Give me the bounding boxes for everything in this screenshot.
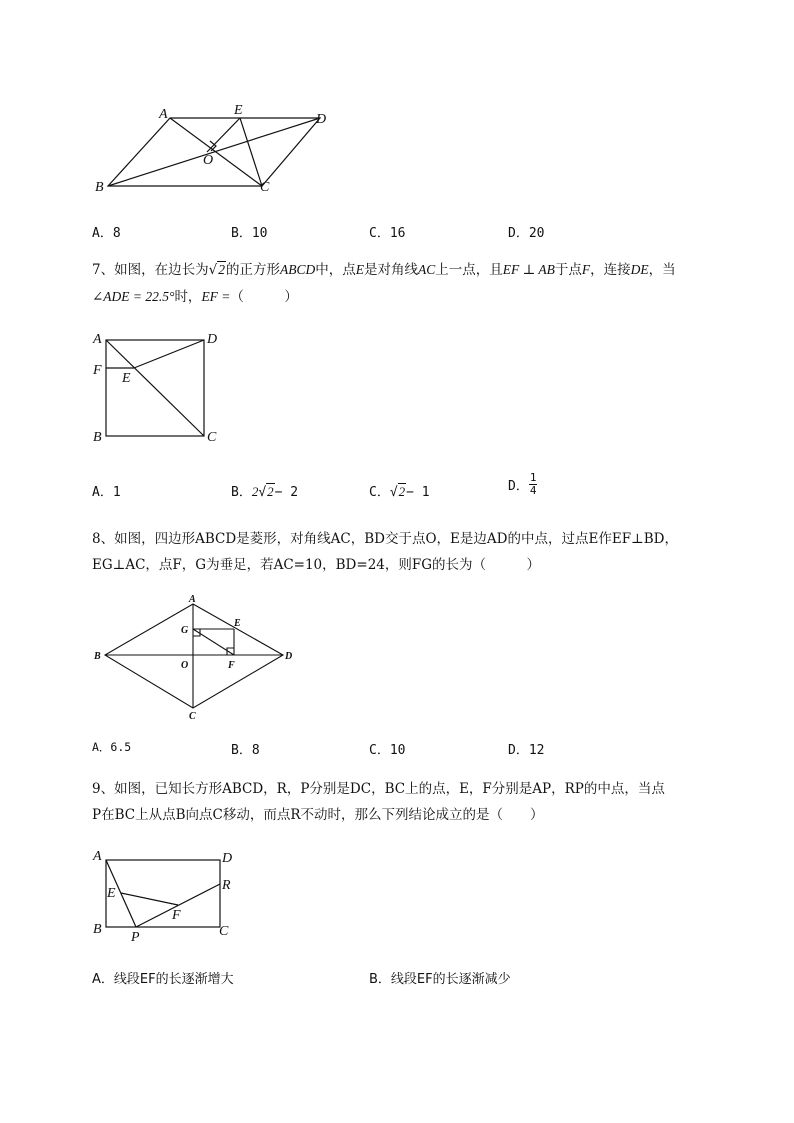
q8-stem-line2: EG⊥AC，点F，G为垂足，若AC=10，BD=24，则FG的长为（ ）: [92, 557, 541, 573]
q7-option-d-denominator: 4: [529, 484, 537, 497]
q9-segment-ef: [121, 893, 178, 905]
q7-option-c-radicand: 2: [398, 484, 406, 499]
q7-answer-blank: （ ）: [230, 289, 298, 305]
q7-option-c-sqrt-symbol: √: [389, 485, 398, 500]
q8-rhombus-diagram: [88, 592, 308, 722]
q8-label-f: F: [228, 660, 235, 671]
q6-option-c: C．16: [369, 226, 406, 241]
q8-label-g: G: [181, 625, 189, 636]
q7-text: ，当: [648, 262, 676, 278]
q9-stem-line2: P在BC上从点B向点C移动，而点R不动时，那么下列结论成立的是（ ）: [92, 807, 544, 823]
q7-option-d-prefix: D．: [508, 479, 529, 494]
q7-label-c: C: [207, 430, 217, 445]
q6-segment-ec: [240, 118, 262, 186]
q7-text: 7、如图，在边长为: [92, 262, 209, 278]
q8-label-o: O: [181, 660, 189, 671]
q7-label-a: A: [93, 332, 102, 347]
q7-text: 的正方形: [225, 262, 280, 278]
q6-option-d: D．20: [508, 226, 545, 241]
q7-sqrt-radicand: 2: [218, 262, 225, 277]
q9-label-a: A: [93, 849, 102, 864]
q6-segment-eo: [207, 118, 240, 152]
q7-math: AC: [417, 262, 436, 277]
q8-option-c: C．10: [369, 743, 406, 758]
q7-option-d-fraction: [529, 472, 538, 497]
q7-sqrt-symbol: √: [208, 262, 218, 278]
q7-option-c-prefix: C．: [369, 485, 390, 500]
q7-option-a: A．1: [92, 485, 121, 500]
q7-math: DE: [630, 262, 649, 277]
q7-math: ABCD: [279, 262, 316, 277]
q7-label-d: D: [207, 332, 218, 347]
q9-rectangle-diagram: [88, 846, 248, 946]
q8-segment-fg: [193, 629, 234, 655]
q8-rhombus: [105, 604, 283, 708]
q7-math: F: [581, 262, 591, 277]
q7-math: EF =: [201, 289, 231, 304]
q9-option-b: B．线段EF的长逐渐减少: [369, 972, 511, 987]
q7-option-b-radicand: 2: [267, 484, 274, 499]
q7-option-b: [231, 481, 298, 500]
q9-label-b: B: [93, 922, 102, 937]
q7-segment-de: [134, 340, 204, 368]
q6-option-a: A．8: [92, 226, 121, 241]
q7-label-e: E: [122, 371, 131, 386]
q7-diagonal-ac: [106, 340, 204, 436]
q7-option-b-tail: − 2: [274, 485, 299, 500]
q9-option-a: A．线段EF的长逐渐增大: [92, 972, 234, 987]
q7-option-c: [369, 481, 430, 500]
q8-label-b: B: [94, 651, 101, 662]
q8-label-c: C: [189, 711, 196, 722]
q7-text: ，连接: [590, 262, 631, 278]
q8-label-d: D: [285, 651, 293, 662]
q9-label-p: P: [131, 930, 140, 945]
q9-label-d: D: [222, 851, 233, 866]
q6-parallelogram-diagram: [88, 100, 348, 200]
q7-figure: [88, 328, 228, 448]
q8-label-e: E: [234, 618, 241, 629]
q7-stem-line1: [92, 260, 676, 280]
q9-label-f: F: [172, 908, 181, 923]
q7-math: ∠ADE = 22.5°: [92, 289, 175, 304]
q6-figure: [88, 100, 348, 200]
q6-label-d: D: [316, 112, 327, 127]
q7-text: 是对角线: [363, 262, 418, 278]
q7-option-c-tail: − 1: [406, 485, 430, 500]
q8-option-a: A．6.5: [92, 740, 132, 754]
q6-label-c: C: [260, 180, 270, 195]
q8-stem-line1: 8、如图，四边形ABCD是菱形，对角线AC，BD交于点O，E是边AD的中点，过点E作EF⊥BD，: [92, 531, 678, 547]
q6-diagonal-ac: [170, 118, 262, 186]
q7-text: 上一点，且: [435, 262, 503, 278]
q7-math: E: [355, 262, 364, 277]
q7-label-f: F: [93, 363, 102, 378]
q8-option-b: B．8: [231, 743, 260, 758]
q6-label-o: O: [203, 153, 214, 168]
q7-option-b-sqrt-symbol: √: [258, 485, 267, 500]
q7-square-diagram: [88, 328, 228, 448]
q7-math: EF ⊥ AB: [502, 262, 555, 277]
q7-stem-line2: [92, 287, 298, 307]
q7-option-b-prefix: B．: [231, 485, 252, 500]
q9-label-r: R: [222, 878, 231, 893]
q7-label-b: B: [93, 430, 102, 445]
q9-stem-line1: 9、如图，已知长方形ABCD，R，P分别是DC，BC上的点，E，F分别是AP，RP的中点，当点: [92, 781, 665, 797]
q6-label-b: B: [95, 180, 104, 195]
q7-option-d-numerator: 1: [529, 471, 537, 484]
q8-option-d: D．12: [508, 743, 545, 758]
q9-figure: [88, 846, 248, 946]
q7-option-b-coef: 2: [251, 484, 259, 499]
q6-option-b: B．10: [231, 226, 268, 241]
q9-label-c: C: [219, 924, 229, 939]
q6-label-e: E: [234, 103, 243, 118]
q8-label-a: A: [189, 594, 196, 605]
q7-text: 时，: [174, 289, 202, 305]
q7-text: 于点: [554, 262, 582, 278]
q8-figure: [88, 592, 308, 722]
q7-text: 中，点: [315, 262, 356, 278]
q6-label-a: A: [159, 107, 168, 122]
q9-label-e: E: [107, 886, 116, 901]
q7-option-d: [508, 472, 537, 497]
